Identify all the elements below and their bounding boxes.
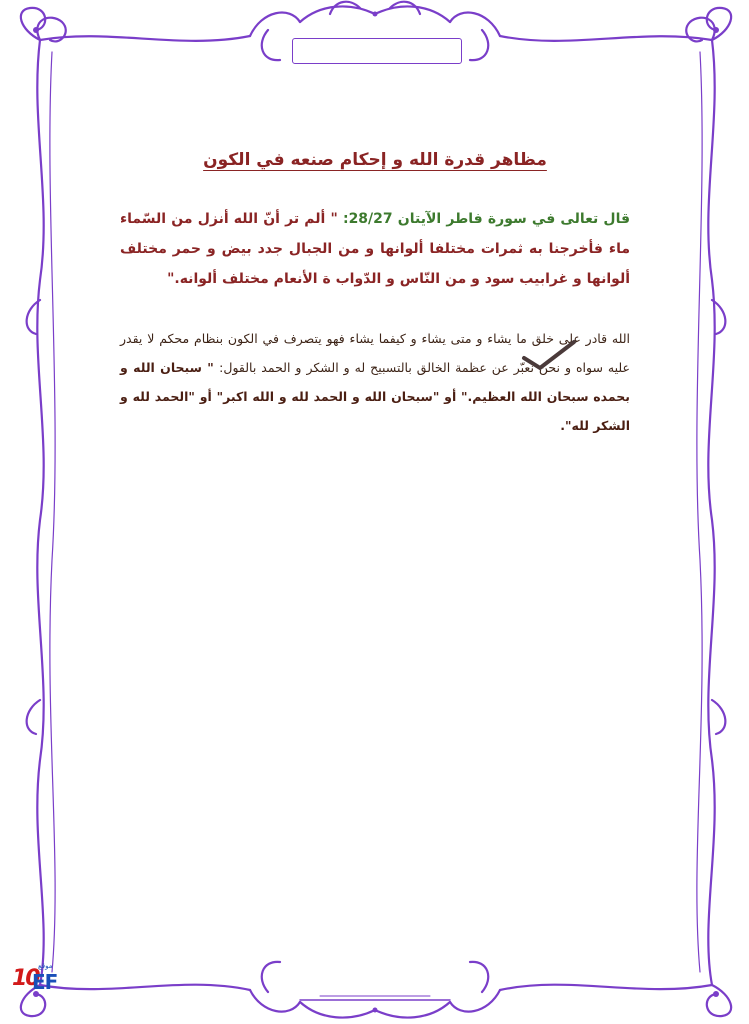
tasbih-quote: " سبحان الله و بحمده سبحان الله العظيم." أو "سبحان الله و الحمد لله و الله اكبر" أو "الحمد لله و الشكر لله". [120,360,630,433]
pen-scribble-mark [520,338,580,374]
frame-title-box [292,38,462,64]
watermark-letters: EF [32,970,58,994]
explanation-text: الله قادر على خلق ما يشاء و متى يشاء و كيفما يشاء فهو يتصرف في الكون بنظام محكم لا يقدر عليه سواه و نحن نعبّر عن عظمة الخالق بالتسبيح له و الشكر و الحمد بالقول: [120,331,630,375]
document-body [120,140,630,453]
verse-text: " ألم تر أنّ الله أنزل من السّماء ماء فأخرجنا به ثمرات مختلفا ألوانها و من الجبال جدد بيض و حمر مختلف ألوانها و غرابيب سود و من النّاس و الدّواب ة الأنعام مختلف ألوانه." [120,211,630,287]
site-watermark-logo [8,962,68,998]
watermark-small-text: موقع [38,962,53,970]
document-title: مظاهر قدرة الله و إحكام صنعه في الكون [203,150,547,170]
watermark-number: 10 [12,966,39,991]
verse-reference: قال تعالى في سورة فاطر الآيتان 28/27: [342,211,630,227]
quran-verse-paragraph [120,204,630,294]
